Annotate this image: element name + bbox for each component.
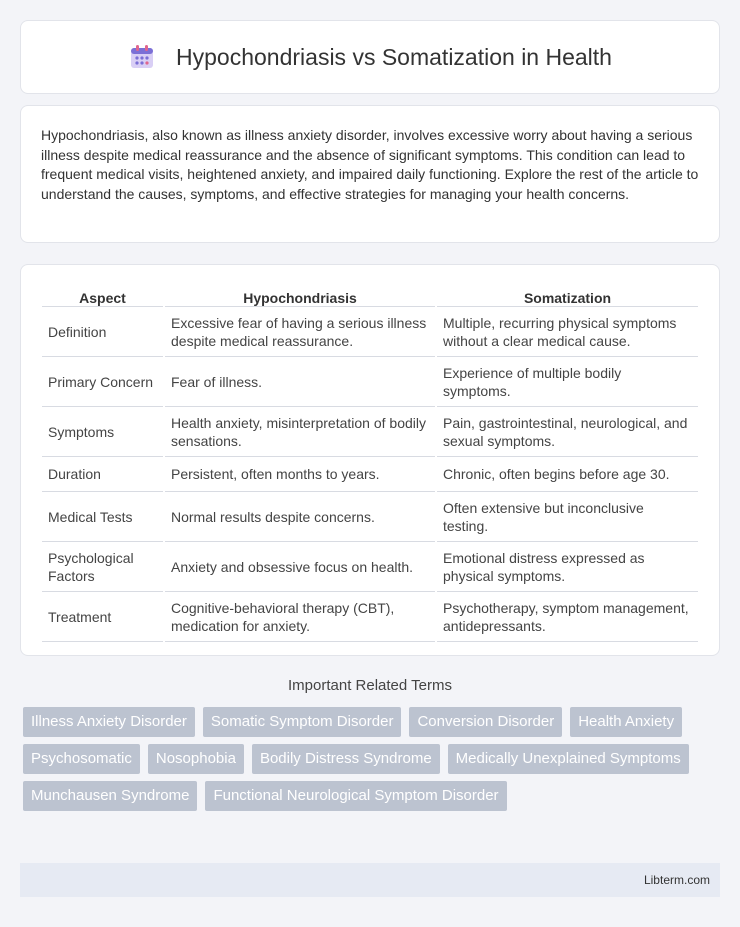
row-hypochondriasis: Normal results despite concerns. (165, 494, 435, 542)
related-term-tag[interactable]: Health Anxiety (570, 707, 682, 737)
row-somatization: Psychotherapy, symptom management, antidepressants. (437, 594, 698, 642)
related-terms-list (23, 707, 723, 811)
row-hypochondriasis: Health anxiety, misinterpretation of bodily sensations. (165, 409, 435, 457)
header-aspect: Aspect (42, 285, 163, 307)
row-aspect: Treatment (42, 594, 163, 642)
table-row (42, 594, 698, 642)
table-row (42, 359, 698, 407)
comparison-table (40, 283, 700, 644)
row-aspect: Medical Tests (42, 494, 163, 542)
row-aspect: Symptoms (42, 409, 163, 457)
row-hypochondriasis: Excessive fear of having a serious illness despite medical reassurance. (165, 309, 435, 357)
footer-site-link[interactable]: Libterm.com (643, 873, 710, 887)
intro-card (20, 105, 720, 243)
page-title: Hypochondriasis vs Somatization in Health (176, 43, 612, 70)
row-hypochondriasis: Cognitive-behavioral therapy (CBT), medication for anxiety. (165, 594, 435, 642)
footer (20, 863, 720, 897)
comparison-card (20, 264, 720, 656)
title-card (20, 20, 720, 94)
calendar-icon (128, 43, 156, 71)
row-hypochondriasis: Fear of illness. (165, 359, 435, 407)
row-somatization: Often extensive but inconclusive testing. (437, 494, 698, 542)
header-somatization: Somatization (437, 285, 698, 307)
related-term-tag[interactable]: Conversion Disorder (409, 707, 562, 737)
row-aspect: Definition (42, 309, 163, 357)
related-term-tag[interactable]: Somatic Symptom Disorder (203, 707, 402, 737)
row-hypochondriasis: Anxiety and obsessive focus on health. (165, 544, 435, 592)
row-somatization: Emotional distress expressed as physical symptoms. (437, 544, 698, 592)
table-row (42, 544, 698, 592)
row-aspect: Duration (42, 459, 163, 492)
related-term-tag[interactable]: Bodily Distress Syndrome (252, 744, 440, 774)
row-somatization: Experience of multiple bodily symptoms. (437, 359, 698, 407)
row-somatization: Pain, gastrointestinal, neurological, and sexual symptoms. (437, 409, 698, 457)
row-hypochondriasis: Persistent, often months to years. (165, 459, 435, 492)
table-row (42, 309, 698, 357)
related-term-tag[interactable]: Functional Neurological Symptom Disorder (205, 781, 506, 811)
table-row (42, 409, 698, 457)
related-terms-title: Important Related Terms (288, 677, 452, 694)
table-row (42, 494, 698, 542)
related-term-tag[interactable]: Nosophobia (148, 744, 244, 774)
table-header-row (42, 285, 698, 307)
related-term-tag[interactable]: Medically Unexplained Symptoms (448, 744, 689, 774)
related-term-tag[interactable]: Munchausen Syndrome (23, 781, 197, 811)
related-term-tag[interactable]: Illness Anxiety Disorder (23, 707, 195, 737)
header-hypochondriasis: Hypochondriasis (165, 285, 435, 307)
row-somatization: Multiple, recurring physical symptoms without a clear medical cause. (437, 309, 698, 357)
row-somatization: Chronic, often begins before age 30. (437, 459, 698, 492)
table-row (42, 459, 698, 492)
row-aspect: Primary Concern (42, 359, 163, 407)
intro-text: Hypochondriasis, also known as illness anxiety disorder, involves excessive worry about having a serious illness despite medical reassurance and the absence of significant symptoms. This condition can lead to frequent medical visits, heightened anxiety, and impaired daily functioning. Explore the rest of the article to understand the causes, symptoms, and effective strategies for managing your health concerns. (41, 127, 699, 202)
related-term-tag[interactable]: Psychosomatic (23, 744, 140, 774)
row-aspect: Psychological Factors (42, 544, 163, 592)
